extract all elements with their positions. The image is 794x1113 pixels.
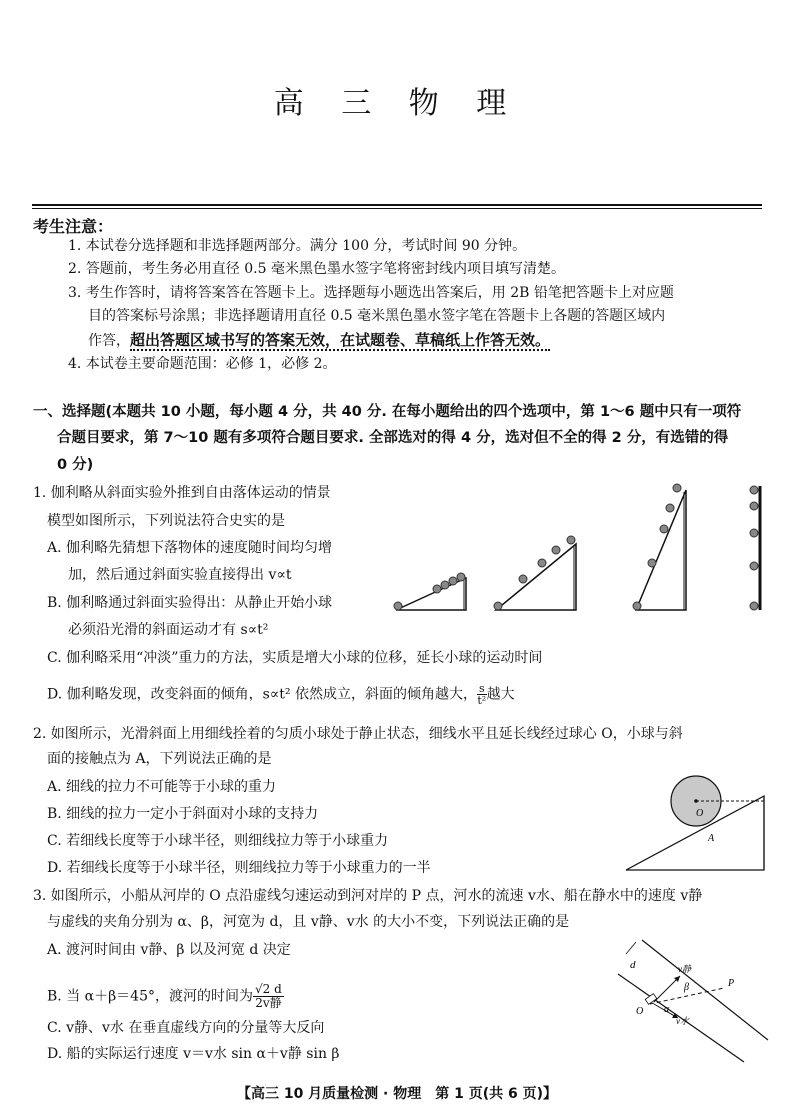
ball <box>433 585 441 593</box>
notice-item: 目的答案标号涂黑；非选择题请用直径 0.5 毫米黑色墨水签字笔在答题卡上各题的答题区域内 <box>88 308 666 324</box>
ball <box>648 559 656 567</box>
question-stem: 模型如图所示，下列说法符合史实的是 <box>47 513 285 529</box>
option-a: A. 细线的拉力不可能等于小球的重力 <box>47 779 277 795</box>
question-stem: 面的接触点为 A，下列说法正确的是 <box>47 751 272 767</box>
option-c: C. 若细线长度等于小球半径，则细线拉力等于小球重力 <box>47 833 389 849</box>
river-crossing-figure <box>614 934 770 1064</box>
section-header: 一、选择题(本题共 10 小题，每小题 4 分，共 40 分. 在每小题给出的四个选项中，第 1～6 题中只有一项符 <box>33 404 742 420</box>
label-v-still: v静 <box>678 964 691 974</box>
fraction-numerator: s <box>478 682 485 695</box>
ball <box>666 504 674 512</box>
fraction <box>253 983 284 1010</box>
option-d-text: D. 伽利略发现，改变斜面的倾角，s∝t² 依然成立，斜面的倾角越大， <box>47 686 477 703</box>
label-v-water: v水 <box>676 1016 689 1026</box>
divider <box>32 204 762 206</box>
question-stem: 1. 伽利略从斜面实验外推到自由落体运动的情景 <box>33 485 331 501</box>
ball-on-incline-figure <box>618 766 768 876</box>
ball <box>519 575 527 583</box>
river-bank <box>642 940 768 1040</box>
notice-item: 1. 本试卷分选择题和非选择题两部分。满分 100 分，考试时间 90 分钟。 <box>68 238 527 254</box>
notice-item <box>88 330 550 351</box>
ball <box>538 559 546 567</box>
ball <box>441 581 449 589</box>
ball <box>750 602 758 610</box>
ball <box>750 486 758 494</box>
question-stem: 2. 如图所示，光滑斜面上用细线拴着的匀质小球处于静止状态，细线水平且延长线经过球心 O，小球与斜 <box>33 726 683 742</box>
incline <box>636 490 686 610</box>
notice-text: 作答， <box>88 333 130 349</box>
ball <box>457 573 465 581</box>
ball <box>750 529 758 537</box>
option-b: B. 细线的拉力一定小于斜面对小球的支持力 <box>47 806 319 822</box>
section-header: 合题目要求，第 7～10 题有多项符合题目要求. 全部选对的得 4 分，选对但不全的得 2 分，有选错的得 <box>57 430 729 446</box>
option-b: 必须沿光滑的斜面运动才有 s∝t² <box>68 622 269 638</box>
fraction-denominator: 2v静 <box>255 996 282 1010</box>
label-d: d <box>630 959 636 971</box>
fraction-denominator: t² <box>477 694 487 707</box>
ball <box>449 577 457 585</box>
question-stem: 与虚线的夹角分别为 α、β，河宽为 d，且 v静、v水 的大小不变，下列说法正确的是 <box>47 914 570 930</box>
ball <box>660 525 668 533</box>
center-point <box>694 799 698 803</box>
option-d: D. 船的实际运行速度 v＝v水 sin α＋v静 sin β <box>47 1046 340 1062</box>
notice-heading: 考生注意： <box>33 217 114 236</box>
option-a: 加，然后通过斜面实验直接得出 v∝t <box>68 567 292 583</box>
page-footer: 【高三 10 月质量检测 · 物理 第 1 页(共 6 页)】 <box>236 1086 558 1102</box>
fraction <box>477 683 487 706</box>
label-p: P <box>728 978 735 989</box>
label-alpha: α <box>664 1004 670 1015</box>
label-beta: β <box>684 982 689 993</box>
label-o: O <box>696 808 704 819</box>
section-header: 0 分) <box>57 457 94 473</box>
ball <box>673 484 681 492</box>
option-c: C. v静、v水 在垂直虚线方向的分量等大反向 <box>47 1020 325 1036</box>
ball <box>567 536 575 544</box>
page-title: 高 三 物 理 <box>273 86 521 121</box>
option-a: A. 渡河时间由 v静、β 以及河宽 d 决定 <box>47 942 291 958</box>
question-stem: 3. 如图所示，小船从河岸的 O 点沿虚线匀速运动到河对岸的 P 点，河水的流速 v水、船在静水中的速度 v静 <box>33 888 703 904</box>
notice-item: 3. 考生作答时，请将答案答在答题卡上。选择题每小题选出答案后，用 2B 铅笔把答题卡上对应题 <box>68 285 674 301</box>
divider <box>32 208 762 209</box>
option-b: B. 伽利略通过斜面实验得出：从静止开始小球 <box>47 595 333 611</box>
option-d-text: 越大 <box>486 686 515 703</box>
notice-item: 2. 答题前，考生务必用直径 0.5 毫米黑色墨水签字笔将密封线内项目填写清楚。 <box>68 261 565 277</box>
notice-item: 4. 本试卷主要命题范围：必修 1，必修 2。 <box>68 356 337 372</box>
label-a: A <box>708 833 715 844</box>
fraction-numerator: √2 d <box>255 982 282 996</box>
ball <box>552 546 560 554</box>
boat <box>645 994 657 1005</box>
notice-emphasis: 超出答题区域书写的答案无效，在试题卷、草稿纸上作答无效。 <box>130 331 551 349</box>
option-d: D. 若细线长度等于小球半径，则细线拉力等于小球重力的一半 <box>47 860 431 876</box>
width-marker <box>626 942 636 954</box>
option-b-text: B. 当 α＋β＝45°，渡河的时间为 <box>47 988 254 1005</box>
ball <box>394 602 402 610</box>
ball <box>633 602 641 610</box>
ball <box>750 562 758 570</box>
option-c: C. 伽利略采用“冲淡”重力的方法，实质是增大小球的位移，延长小球的运动时间 <box>47 650 543 666</box>
label-o: O <box>636 1006 644 1017</box>
option-d <box>47 683 515 706</box>
ball <box>494 602 502 610</box>
incline <box>496 544 576 610</box>
ball <box>750 502 758 510</box>
option-a: A. 伽利略先猜想下落物体的速度随时间均匀增 <box>47 540 333 556</box>
incline-experiment-figure <box>390 478 770 616</box>
option-b <box>47 983 284 1010</box>
